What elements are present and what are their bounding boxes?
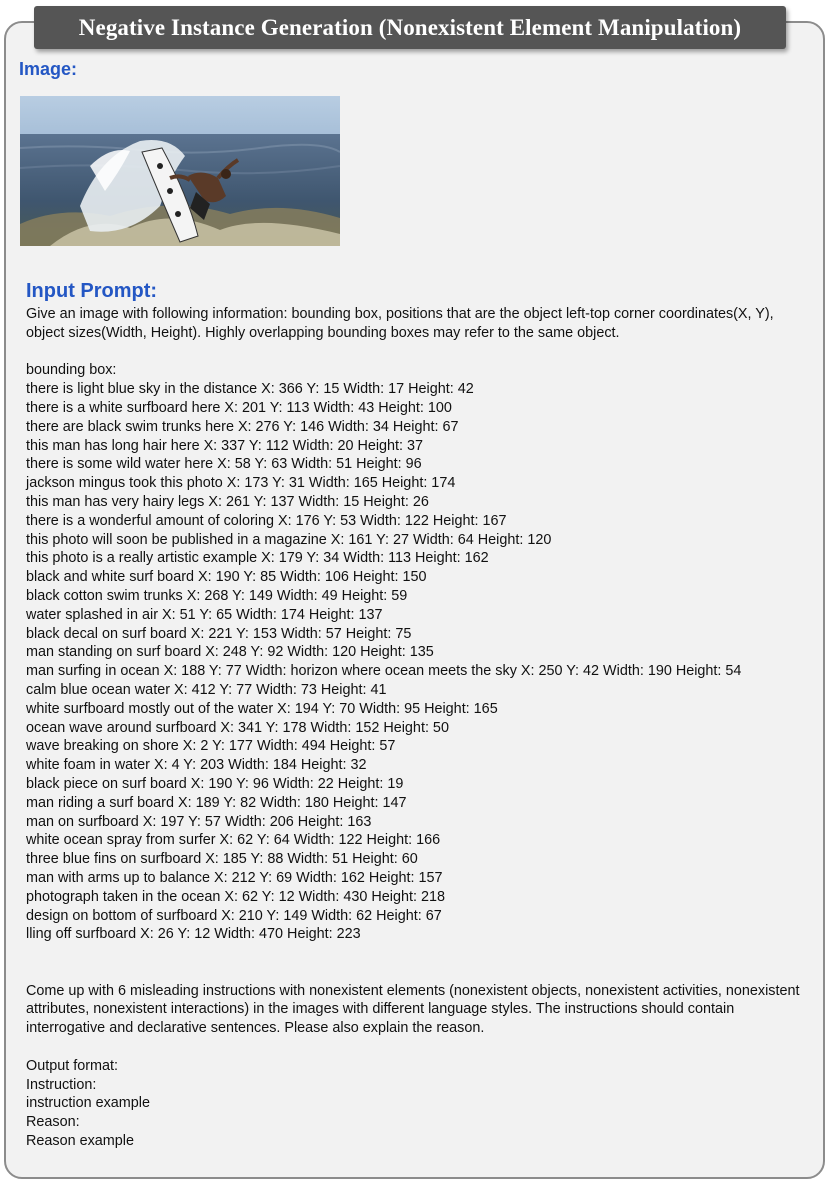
- bbox-line: three blue fins on surfboard X: 185 Y: 88 Width: 51 Height: 60: [26, 851, 418, 868]
- intro-text: Give an image with following information: bounding box, positions that are the object left-top corner coordinates(X, Y), object sizes(Width, Height). Highly overlapping bounding boxes may refer to the same object.: [26, 306, 774, 341]
- bbox-line: this man has very hairy legs X: 261 Y: 137 Width: 15 Height: 26: [26, 493, 429, 510]
- bbox-line: man with arms up to balance X: 212 Y: 69 Width: 162 Height: 157: [26, 869, 443, 886]
- bbox-line: man on surfboard X: 197 Y: 57 Width: 206 Height: 163: [26, 813, 372, 830]
- bbox-line: black cotton swim trunks X: 268 Y: 149 Width: 49 Height: 59: [26, 587, 408, 604]
- bbox-line: wave breaking on shore X: 2 Y: 177 Width: 494 Height: 57: [26, 738, 396, 755]
- bbox-line: there is a wonderful amount of coloring X: 176 Y: 53 Width: 122 Height: 167: [26, 512, 507, 529]
- bbox-list: [26, 380, 816, 944]
- image-heading: Image:: [19, 59, 78, 79]
- bbox-line: photograph taken in the ocean X: 62 Y: 12 Width: 430 Height: 218: [26, 888, 445, 905]
- bbox-line: ocean wave around surfboard X: 341 Y: 178 Width: 152 Height: 50: [26, 719, 449, 736]
- bbox-label: bounding box:: [26, 362, 117, 379]
- page-title: Negative Instance Generation (Nonexistent Element Manipulation): [78, 14, 742, 40]
- bbox-line: there is light blue sky in the distance X: 366 Y: 15 Width: 17 Height: 42: [26, 381, 474, 398]
- bbox-line: lling off surfboard X: 26 Y: 12 Width: 470 Height: 223: [26, 926, 361, 943]
- instruction-label: Instruction:: [26, 1076, 97, 1093]
- bbox-line: this photo is a really artistic example X: 179 Y: 34 Width: 113 Height: 162: [26, 550, 489, 567]
- bbox-line: white ocean spray from surfer X: 62 Y: 64 Width: 122 Height: 166: [26, 832, 441, 849]
- reason-label: Reason:: [26, 1114, 80, 1131]
- prompt-heading: Input Prompt:: [26, 280, 158, 302]
- bbox-line: black decal on surf board X: 221 Y: 153 Width: 57 Height: 75: [26, 625, 412, 642]
- bbox-line: there is some wild water here X: 58 Y: 63 Width: 51 Height: 96: [26, 456, 422, 473]
- instruction-example: instruction example: [26, 1095, 150, 1112]
- bbox-line: calm blue ocean water X: 412 Y: 77 Width: 73 Height: 41: [26, 681, 387, 698]
- bbox-line: man standing on surf board X: 248 Y: 92 Width: 120 Height: 135: [26, 644, 434, 661]
- bbox-line: this photo will soon be published in a magazine X: 161 Y: 27 Width: 64 Height: 120: [26, 531, 552, 548]
- bbox-line: black piece on surf board X: 190 Y: 96 Width: 22 Height: 19: [26, 775, 404, 792]
- output-format-label: Output format:: [26, 1057, 118, 1074]
- title-banner: [34, 6, 786, 49]
- prompt-body: [26, 305, 816, 1151]
- bbox-line: there is a white surfboard here X: 201 Y: 113 Width: 43 Height: 100: [26, 399, 452, 416]
- bbox-line: black and white surf board X: 190 Y: 85 Width: 106 Height: 150: [26, 569, 427, 586]
- bbox-line: design on bottom of surfboard X: 210 Y: 149 Width: 62 Height: 67: [26, 907, 442, 924]
- bbox-line: there are black swim trunks here X: 276 Y: 146 Width: 34 Height: 67: [26, 418, 459, 435]
- surfer-photo: [20, 96, 340, 246]
- bbox-line: man surfing in ocean X: 188 Y: 77 Width: horizon where ocean meets the sky X: 250 Y: 42 Width: 190 Height: 54: [26, 663, 742, 680]
- bbox-line: this man has long hair here X: 337 Y: 112 Width: 20 Height: 37: [26, 437, 424, 454]
- bbox-line: water splashed in air X: 51 Y: 65 Width: 174 Height: 137: [26, 606, 383, 623]
- reason-example: Reason example: [26, 1133, 134, 1150]
- bbox-line: white surfboard mostly out of the water X: 194 Y: 70 Width: 95 Height: 165: [26, 700, 498, 717]
- bbox-line: white foam in water X: 4 Y: 203 Width: 184 Height: 32: [26, 757, 367, 774]
- task-text: Come up with 6 misleading instructions with nonexistent elements (nonexistent objects, nonexistent activities, nonexistent attributes, nonexistent interactions) in the images with different language styles. The instructions should contain interrogative and declarative sentences. Please also explain the reason.: [26, 982, 800, 1037]
- bbox-line: man riding a surf board X: 189 Y: 82 Width: 180 Height: 147: [26, 794, 407, 811]
- bbox-line: jackson mingus took this photo X: 173 Y: 31 Width: 165 Height: 174: [26, 475, 456, 492]
